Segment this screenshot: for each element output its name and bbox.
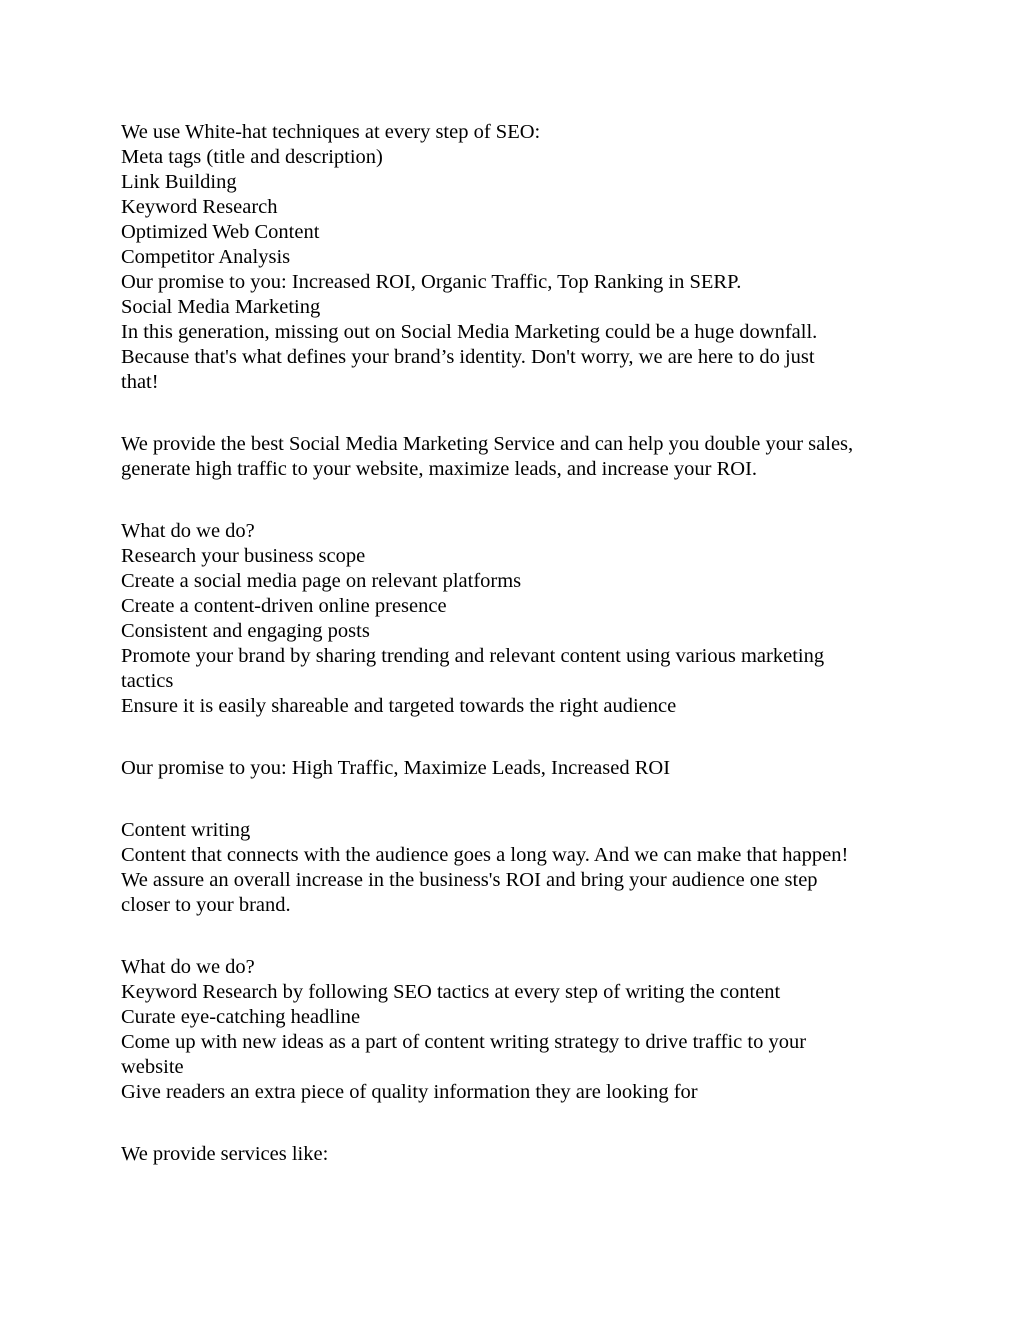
text-line: In this generation, missing out on Social Media Marketing could be a huge downfall.: [121, 321, 818, 343]
text-line: Promote your brand by sharing trending and relevant content using various marketing: [121, 645, 825, 667]
text-line: Optimized Web Content: [121, 221, 320, 243]
text-line: Ensure it is easily shareable and targeted towards the right audience: [121, 695, 677, 717]
text-line: Create a content-driven online presence: [121, 595, 447, 617]
text-line: We provide services like:: [121, 1143, 329, 1165]
text-line: that!: [121, 371, 159, 393]
text-line: Our promise to you: Increased ROI, Organic Traffic, Top Ranking in SERP.: [121, 271, 742, 293]
paragraph-smm-service: [121, 432, 911, 482]
text-line: Meta tags (title and description): [121, 146, 383, 168]
text-line: Because that's what defines your brand’s identity. Don't worry, we are here to do just: [121, 346, 815, 368]
paragraph-content-writing: [121, 818, 911, 918]
text-line: tactics: [121, 670, 174, 692]
document-body: [121, 120, 911, 1167]
text-line: We provide the best Social Media Marketing Service and can help you double your sales,: [121, 433, 854, 455]
text-line: website: [121, 1056, 184, 1078]
text-line: Create a social media page on relevant platforms: [121, 570, 522, 592]
text-line: Keyword Research by following SEO tactics at every step of writing the content: [121, 981, 781, 1003]
text-line: Consistent and engaging posts: [121, 620, 370, 642]
paragraph-content-what-we-do: [121, 955, 911, 1105]
text-line: Give readers an extra piece of quality information they are looking for: [121, 1081, 698, 1103]
text-line: Competitor Analysis: [121, 246, 291, 268]
text-line: Link Building: [121, 171, 237, 193]
paragraph-smm-promise: [121, 756, 911, 781]
text-line: What do we do?: [121, 956, 255, 978]
text-line: Content that connects with the audience goes a long way. And we can make that happen!: [121, 844, 849, 866]
text-line: generate high traffic to your website, maximize leads, and increase your ROI.: [121, 458, 758, 480]
text-line: Come up with new ideas as a part of content writing strategy to drive traffic to your: [121, 1031, 807, 1053]
paragraph-smm-what-we-do: [121, 519, 911, 719]
paragraph-seo: [121, 120, 911, 395]
text-line: We use White-hat techniques at every step of SEO:: [121, 121, 541, 143]
paragraph-services: [121, 1142, 911, 1167]
section-heading: Content writing: [121, 819, 251, 841]
text-line: Research your business scope: [121, 545, 366, 567]
text-line: closer to your brand.: [121, 894, 291, 916]
text-line: We assure an overall increase in the business's ROI and bring your audience one step: [121, 869, 818, 891]
text-line: What do we do?: [121, 520, 255, 542]
section-heading: Social Media Marketing: [121, 296, 321, 318]
text-line: Our promise to you: High Traffic, Maximize Leads, Increased ROI: [121, 757, 671, 779]
text-line: Curate eye-catching headline: [121, 1006, 361, 1028]
text-line: Keyword Research: [121, 196, 278, 218]
